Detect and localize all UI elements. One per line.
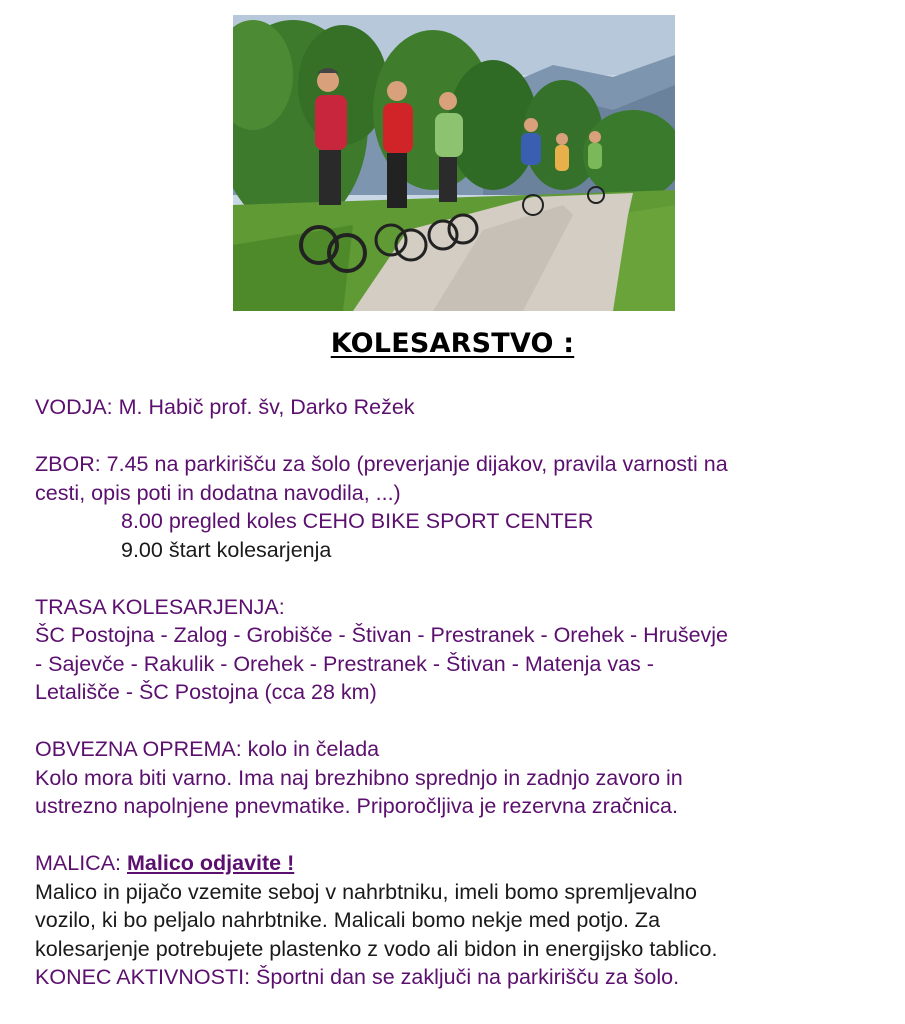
konec-line: KONEC AKTIVNOSTI: Športni dan se zaključi na parkirišču za šolo.	[35, 965, 680, 989]
malica-label: MALICA:	[35, 851, 127, 875]
zbor-line-3: 8.00 pregled koles CEHO BIKE SPORT CENTER	[121, 509, 594, 533]
cyclists-photo	[233, 15, 675, 311]
trasa-line-3: Letališče - ŠC Postojna (cca 28 km)	[35, 680, 377, 704]
oprema-line-2: ustrezno napolnjene pnevmatike. Priporočljiva je rezervna zračnica.	[35, 794, 678, 818]
page-title: KOLESARSTVO :	[330, 328, 575, 359]
document-body	[35, 393, 895, 992]
zbor-line-1: ZBOR: 7.45 na parkirišču za šolo (preverjanje dijakov, pravila varnosti na	[35, 452, 728, 476]
cyclists-photo-icon	[233, 15, 675, 311]
trasa-line-2: - Sajevče - Rakulik - Orehek - Prestranek - Štivan - Matenja vas -	[35, 651, 654, 676]
trasa-line-1: ŠC Postojna - Zalog - Grobišče - Štivan - Prestranek - Orehek - Hruševje	[35, 623, 729, 647]
oprema-line-1: Kolo mora biti varno. Ima naj brezhibno sprednjo in zadnjo zavoro in	[35, 765, 683, 790]
trasa-heading: TRASA KOLESARJENJA:	[35, 594, 285, 619]
zbor-line-2: cesti, opis poti in dodatna navodila, ...)	[35, 480, 401, 505]
malica-line-3: kolesarjenje potrebujete plastenko z vodo ali bidon in energijsko tablico.	[35, 936, 718, 961]
malica-line-2: vozilo, ki bo peljalo nahrbtnike. Malicali bomo nekje med potjo. Za	[35, 908, 661, 932]
zbor-line-4: 9.00 štart kolesarjenja	[121, 537, 332, 562]
malica-line	[35, 849, 895, 878]
vodja-line: VODJA: M. Habič prof. šv, Darko Režek	[35, 395, 415, 419]
malica-line-1: Malico in pijačo vzemite seboj v nahrbtniku, imeli bomo spremljevalno	[35, 879, 698, 904]
malica-odjava-link[interactable]: Malico odjavite !	[127, 851, 295, 875]
oprema-heading: OBVEZNA OPREMA: kolo in čelada	[35, 737, 380, 761]
